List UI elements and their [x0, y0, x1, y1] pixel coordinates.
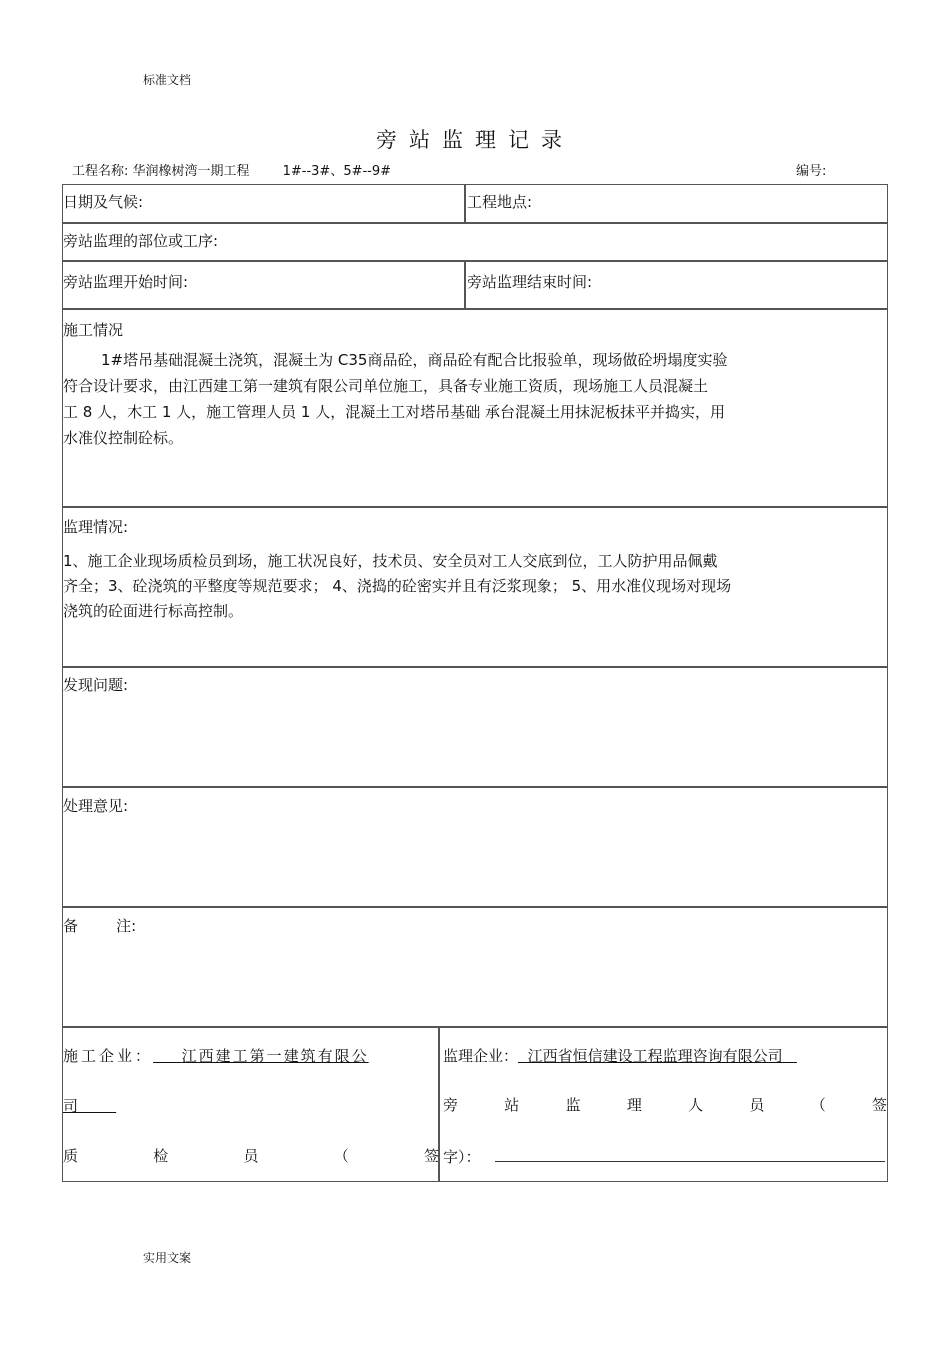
opinion-label: 处理意见:	[63, 797, 129, 815]
footer-note: 实用文案	[143, 1251, 192, 1265]
opinion-cell	[62, 786, 888, 908]
sign-char: 员	[243, 1147, 259, 1165]
sign-char: 检	[153, 1147, 169, 1165]
supervision-label: 监理情况:	[63, 518, 129, 536]
construction-company-name-line2: 司	[63, 1097, 79, 1115]
construction-line: 工 8 人，木工 1 人，施工管理人员 1 人，混凝土工对塔吊基础 承台混凝土用抹泥板抹平并捣实，用	[63, 403, 726, 421]
construction-label: 施工情况	[63, 321, 124, 339]
problems-label: 发现问题:	[63, 676, 129, 694]
supervision-company-label: 监理企业：	[443, 1047, 519, 1065]
construction-signature-cell	[62, 1026, 440, 1182]
supervision-line: 1、施工企业现场质检员到场，施工状况良好，技术员、安全员对工人交底到位，工人防护用品佩戴	[63, 552, 718, 570]
sign-char: 人	[688, 1096, 704, 1114]
construction-company-name-cont	[63, 1094, 116, 1119]
signature-line	[495, 1161, 885, 1162]
sign-char: 监	[565, 1096, 581, 1114]
remarks-label: 备 注:	[63, 917, 137, 935]
project-name: 华润橡树湾一期工程	[132, 164, 250, 179]
sign-char: 签	[871, 1096, 887, 1114]
construction-company-row	[63, 1044, 369, 1069]
construction-company-label: 施工企业：	[63, 1047, 154, 1065]
inspector-signature-row	[63, 1145, 439, 1166]
staff-signature-tail: 字）：	[443, 1148, 481, 1166]
sign-char: （	[810, 1096, 826, 1114]
construction-line: 1#塔吊基础混凝土浇筑，混凝土为 C35商品砼，商品砼有配合比报验单，现场做砼坍塌度实验	[101, 351, 728, 369]
project-label: 工程名称:	[72, 164, 129, 179]
start-time-cell	[62, 260, 466, 310]
sign-char: 理	[626, 1096, 642, 1114]
date-weather-label: 日期及气候:	[63, 193, 144, 211]
record-number-label: 编号:	[796, 164, 827, 179]
sign-char: 旁	[443, 1096, 459, 1114]
supervision-record-table	[62, 184, 888, 1182]
supervision-company-name: 江西省恒信建设工程监理咨询有限公司	[527, 1047, 783, 1065]
start-time-label: 旁站监理开始时间:	[63, 273, 189, 291]
supervision-line: 浇筑的砼面进行标高控制。	[63, 602, 244, 620]
construction-line: 水准仪控制砼标。	[63, 429, 184, 447]
project-buildings: 1#--3#、5#--9#	[282, 164, 392, 179]
page-title: 旁站监理记录	[376, 128, 574, 152]
supervision-cell	[62, 506, 888, 668]
problems-cell	[62, 666, 888, 788]
sign-char: 质	[63, 1147, 79, 1165]
project-info	[72, 160, 391, 179]
supervision-company-row	[443, 1044, 797, 1069]
part-process-cell	[62, 222, 888, 262]
remarks-cell	[62, 906, 888, 1028]
sign-char: 站	[504, 1096, 520, 1114]
location-label: 工程地点:	[467, 193, 533, 211]
construction-company-name: 江西建工第一建筑有限公	[181, 1047, 369, 1065]
date-weather-cell	[62, 184, 466, 224]
sign-char: （	[333, 1147, 349, 1165]
end-time-label: 旁站监理结束时间:	[467, 273, 593, 291]
header-note: 标准文档	[143, 73, 192, 87]
supervision-line: 齐全；3、砼浇筑的平整度等规范要求； 4、浇捣的砼密实并且有泛浆现象； 5、用水准仪现场对现场	[63, 577, 732, 595]
part-process-label: 旁站监理的部位或工序:	[63, 232, 219, 250]
end-time-cell	[464, 260, 888, 310]
construction-cell	[62, 308, 888, 508]
sign-char: 签	[423, 1147, 439, 1165]
construction-line: 符合设计要求，由江西建工第一建筑有限公司单位施工，具备专业施工资质，现场施工人员混凝土	[63, 377, 709, 395]
location-cell	[464, 184, 888, 224]
sign-char: 员	[749, 1096, 765, 1114]
supervision-signature-cell	[438, 1026, 888, 1182]
staff-signature-row	[443, 1094, 887, 1115]
